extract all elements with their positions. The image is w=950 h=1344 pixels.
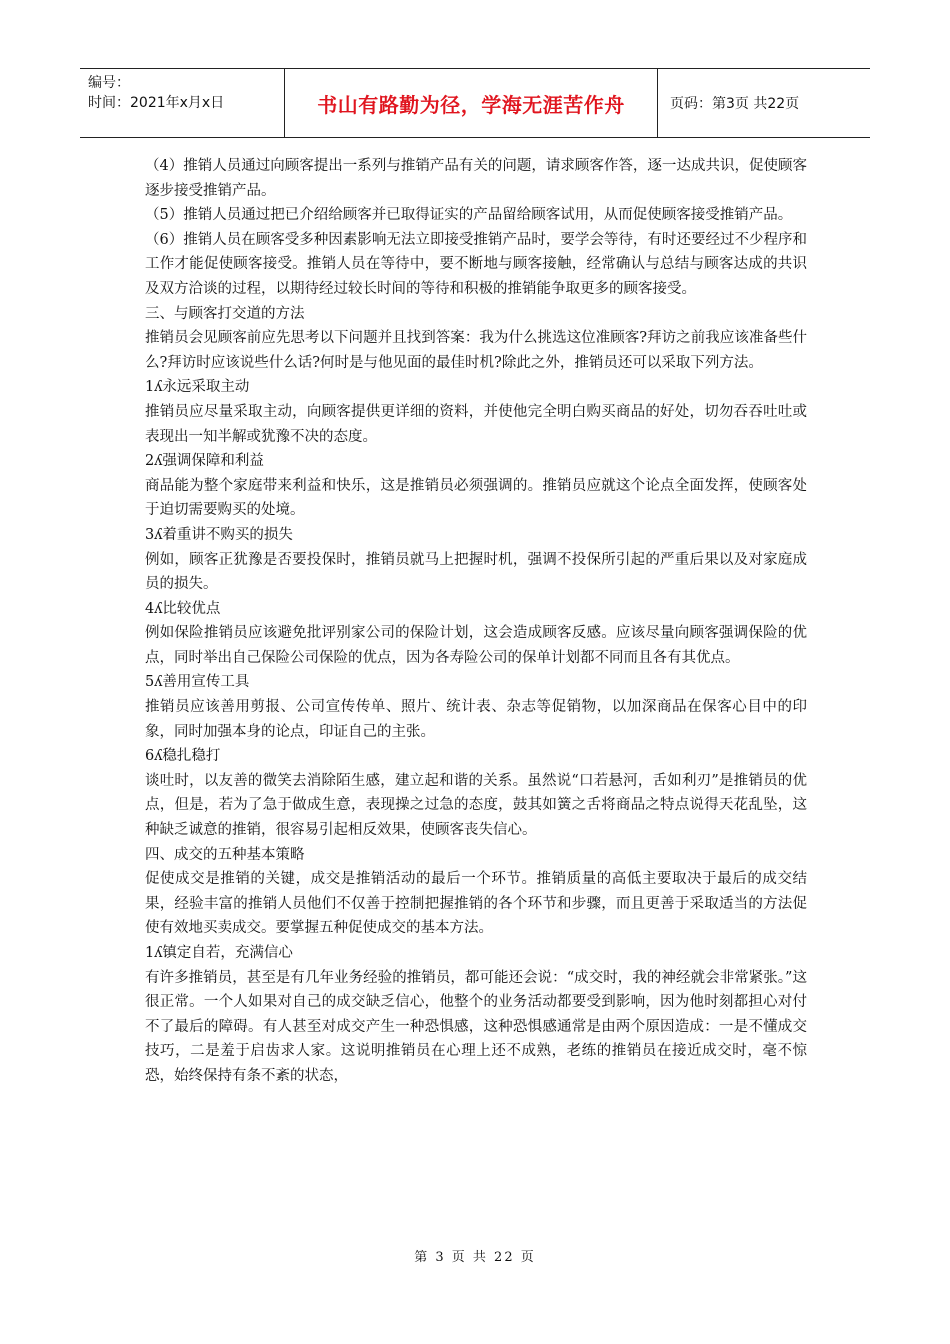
paragraph: 谈吐时，以友善的微笑去消除陌生感，建立起和谐的关系。虽然说“口若悬河，舌如利刃”是推销员的优点，但是，若为了急于做成生意，表现操之过急的态度，鼓其如簧之舌将商品之特点说得天花乱坠，这种缺乏诚意的推销，很容易引起相反效果，使顾客丧失信心。: [145, 772, 807, 839]
paragraph: 例如，顾客正犹豫是否要投保时，推销员就马上把握时机，强调不投保所引起的严重后果以及对家庭成员的损失。: [145, 551, 807, 593]
subheading: 1ʎ镇定自若，充满信心: [145, 945, 293, 961]
header-slogan: 书山有路勤为径，学海无涯苦作舟: [284, 69, 658, 137]
paragraph: 例如保险推销员应该避免批评别家公司的保险计划，这会造成顾客反感。应该尽量向顾客强调保险的优点，同时举出自己保险公司保险的优点，因为各寿险公司的保单计划都不同而且各有其优点。: [145, 625, 807, 666]
header-meta: [80, 69, 284, 137]
paragraph: 有许多推销员，甚至是有几年业务经验的推销员，都可能还会说：“成交时，我的神经就会非常紧张。”这很正常。一个人如果对自己的成交缺乏信心，他整个的业务活动都要受到影响，因为他时刻都担心对付不了最后的障碍。有人甚至对成交产生一种恐惧感，这种恐惧感通常是由两个原因造成：一是不懂成交技巧，二是羞于启齿求人家。这说明推销员在心理上还不成熟，老练的推销员在接近成交时，毫不惊恐，始终保持有条不紊的状态，: [145, 969, 807, 1084]
paragraph: （6）推销人员在顾客受多种因素影响无法立即接受推销产品时，要学会等待，有时还要经过不少程序和工作才能促使顾客接受。推销人员在等待中，要不断地与顾客接触，经常确认与总结与顾客达成的共识及双方洽谈的过程，以期待经过较长时间的等待和积极的推销能争取更多的顾客接受。: [145, 231, 807, 297]
header-page-number: 页码：第3页 共22页: [670, 96, 800, 112]
document-body: [145, 154, 807, 1089]
section-heading: 四、成交的五种基本策略: [145, 846, 305, 863]
paragraph: 商品能为整个家庭带来利益和快乐，这是推销员必须强调的。推销员应就这个论点全面发挥，使顾客处于迫切需要购买的处境。: [145, 477, 807, 519]
paragraph: 推销员会见顾客前应先思考以下问题并且找到答案：我为什么挑选这位准顾客?拜访之前我应该准备些什么?拜访时应该说些什么话?何时是与他见面的最佳时机?除此之外，推销员还可以采取下列方法。: [145, 330, 807, 371]
subheading: 4ʎ比较优点: [145, 600, 221, 617]
paragraph: 促使成交是推销的关键，成交是推销活动的最后一个环节。推销质量的高低主要取决于最后的成交结果，经验丰富的推销人员他们不仅善于控制把握推销的各个环节和步骤，而且更善于采取适当的方法促使有效地买卖成交。要掌握五种促使成交的基本方法。: [145, 871, 807, 937]
paragraph: （5）推销人员通过把已介绍给顾客并已取得证实的产品留给顾客试用，从而促使顾客接受推销产品。: [145, 207, 793, 224]
subheading: 6ʎ稳扎稳打: [145, 748, 221, 765]
document-date-label: 时间：2021年x月x日: [88, 95, 225, 111]
subheading: 1ʎ永远采取主动: [145, 379, 250, 396]
page-header: [80, 68, 870, 138]
subheading: 2ʎ强调保障和利益: [145, 453, 264, 470]
paragraph: （4）推销人员通过向顾客提出一系列与推销产品有关的问题，请求顾客作答，逐一达成共识，促使顾客逐步接受推销产品。: [145, 158, 807, 199]
document-number-label: 编号：: [88, 75, 130, 91]
page-footer: 第 3 页 共 22 页: [414, 1250, 536, 1265]
paragraph: 推销员应该善用剪报、公司宣传传单、照片、统计表、杂志等促销物，以加深商品在保客心目中的印象，同时加强本身的论点，印证自己的主张。: [145, 699, 807, 740]
section-heading: 三、与顾客打交道的方法: [145, 305, 305, 322]
subheading: 3ʎ着重讲不购买的损失: [145, 526, 293, 543]
paragraph: 推销员应尽量采取主动，向顾客提供更详细的资料，并使他完全明白购买商品的好处，切勿吞吞吐吐或表现出一知半解或犹豫不决的态度。: [145, 403, 807, 445]
subheading: 5ʎ善用宣传工具: [145, 674, 250, 691]
